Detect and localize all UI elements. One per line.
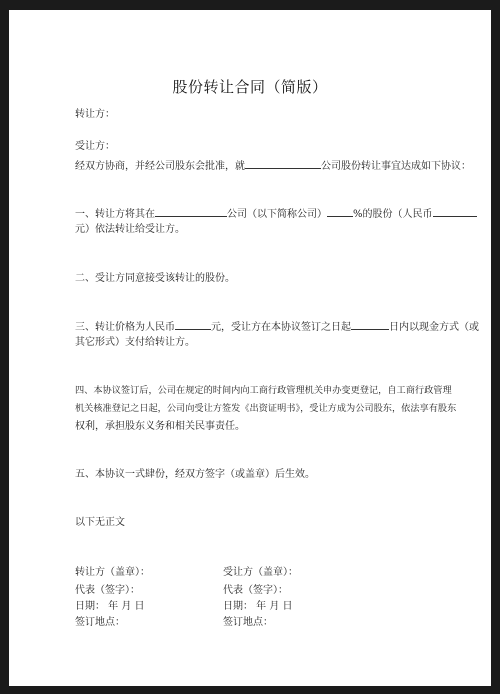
sig-left-rep: 代表（签字）：	[75, 585, 140, 596]
company-name-blank	[245, 158, 321, 169]
clause-3-line-2: 其它形式）支付给转让方。	[75, 337, 195, 348]
clause-1-text-c: %的股份（人民币	[353, 209, 433, 220]
clause-3-line-1	[75, 319, 479, 335]
contract-page	[9, 10, 491, 686]
clause-4-line-2: 机关核准登记之日起，公司向受让方签发《出资证明书》，受让方成为公司股东，依法享有股东	[75, 403, 457, 414]
clause-4-line-3: 权利，承担股东义务和相关民事责任。	[75, 421, 245, 432]
intro-text-b: 公司股份转让事宜达成如下协议：	[321, 161, 471, 172]
company-blank	[155, 206, 227, 217]
clause-2: 二、受让方同意接受该转让的股份。	[75, 273, 235, 284]
sig-left-place: 签订地点：	[75, 617, 125, 628]
days-blank	[351, 319, 389, 330]
page-title: 股份转让合同（简版）	[172, 78, 328, 96]
clause-1-line-1	[75, 206, 477, 222]
sig-right-rep: 代表（签字）：	[223, 585, 288, 596]
intro-text-a: 经双方协商，并经公司股东会批准，就	[75, 161, 245, 172]
no-further-text: 以下无正文	[75, 517, 125, 528]
intro-line	[75, 158, 471, 174]
clause-4-line-1: 四、本协议签订后，公司在规定的时间内向工商行政管理机关申办变更登记，自工商行政管理	[75, 385, 452, 396]
sig-right-seal: 受让方（盖章）：	[223, 567, 298, 578]
transferee-line: 受让方：	[75, 141, 115, 152]
clause-1-line-2: 元）依法转让给受让方。	[75, 224, 185, 235]
sig-left-seal: 转让方（盖章）：	[75, 567, 150, 578]
price-blank	[175, 319, 211, 330]
clause-3-text-a: 三、转让价格为人民币	[75, 322, 175, 333]
clause-1-text-b: 公司（以下简称公司）	[227, 209, 327, 220]
sig-right-date: 日期： 年 月 日	[223, 601, 293, 612]
sig-right-place: 签订地点：	[223, 617, 273, 628]
clause-3-text-c: 日内以现金方式（或	[389, 322, 479, 333]
clause-5: 五、本协议一式肆份，经双方签字（或盖章）后生效。	[75, 469, 315, 480]
clause-1-text-a: 一、转让方将其在	[75, 209, 155, 220]
rmb-amount-blank	[433, 206, 477, 217]
sig-left-date: 日期： 年 月 日	[75, 601, 145, 612]
clause-3-text-b: 元，受让方在本协议签订之日起	[211, 322, 351, 333]
percent-blank	[327, 206, 353, 217]
transferor-line: 转让方：	[75, 109, 115, 120]
